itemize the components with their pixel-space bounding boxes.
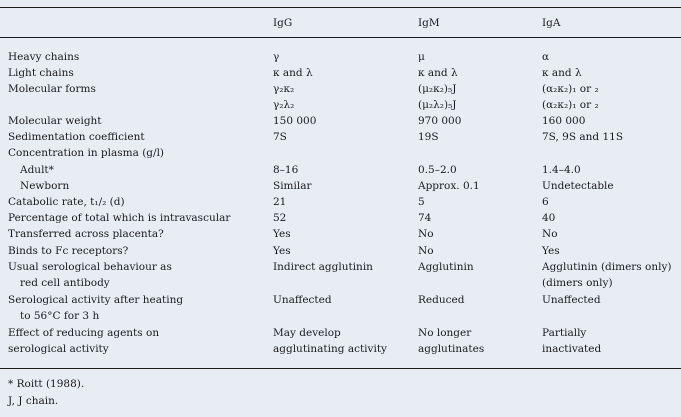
row-label: to 56°C for 3 h bbox=[20, 310, 100, 322]
cell-iga: No bbox=[542, 228, 558, 240]
cell-igg: κ and λ bbox=[273, 67, 313, 79]
row-label: Catabolic rate, t₁/₂ (d) bbox=[8, 196, 125, 208]
cell-igg: γ₂λ₂ bbox=[273, 99, 295, 111]
cell-igm: No longer bbox=[418, 327, 472, 339]
cell-igg: 7S bbox=[273, 131, 287, 143]
cell-igm: Reduced bbox=[418, 294, 465, 306]
cell-iga: (α₂κ₂)₁ or ₂ bbox=[542, 99, 599, 111]
cell-iga: (dimers only) bbox=[542, 277, 613, 289]
cell-igg: 52 bbox=[273, 212, 287, 224]
cell-igm: No bbox=[418, 228, 434, 240]
row-label: Molecular weight bbox=[8, 115, 102, 127]
row-label: Percentage of total which is intravascular bbox=[8, 212, 231, 224]
cell-iga: κ and λ bbox=[542, 67, 582, 79]
cell-igg: 21 bbox=[273, 196, 287, 208]
cell-igg: May develop bbox=[273, 327, 341, 339]
top-rule bbox=[0, 7, 681, 8]
cell-igm: (μ₂λ₂)₅J bbox=[418, 99, 457, 111]
cell-igg: Indirect agglutinin bbox=[273, 261, 373, 273]
bottom-rule bbox=[0, 368, 681, 369]
cell-igm: 970 000 bbox=[418, 115, 462, 127]
cell-igg: Yes bbox=[273, 245, 291, 257]
cell-igm: Agglutinin bbox=[418, 261, 474, 273]
cell-igm: 19S bbox=[418, 131, 439, 143]
cell-igg: Unaffected bbox=[273, 294, 332, 306]
row-label: Newborn bbox=[20, 180, 70, 192]
cell-igg: Similar bbox=[273, 180, 312, 192]
cell-igm: No bbox=[418, 245, 434, 257]
cell-iga: α bbox=[542, 51, 550, 63]
footnote-roitt: * Roitt (1988). bbox=[8, 378, 85, 390]
cell-iga: 6 bbox=[542, 196, 549, 208]
cell-igg: γ bbox=[273, 51, 280, 63]
header-igm: IgM bbox=[418, 17, 440, 29]
row-label: Serological activity after heating bbox=[8, 294, 184, 306]
row-label: Sedimentation coefficient bbox=[8, 131, 145, 143]
cell-iga: Unaffected bbox=[542, 294, 601, 306]
cell-igg: Yes bbox=[273, 228, 291, 240]
row-label: serological activity bbox=[8, 343, 109, 355]
cell-igg: γ₂κ₂ bbox=[273, 83, 295, 95]
cell-igm: 5 bbox=[418, 196, 425, 208]
header-iga: IgA bbox=[542, 17, 561, 29]
cell-igg: 8–16 bbox=[273, 164, 299, 176]
cell-igm: agglutinates bbox=[418, 343, 485, 355]
row-label: Light chains bbox=[8, 67, 74, 79]
cell-iga: (α₂κ₂)₁ or ₂ bbox=[542, 83, 599, 95]
footnote-j-chain: J, J chain. bbox=[8, 395, 59, 407]
row-label: Binds to Fc receptors? bbox=[8, 245, 129, 257]
row-label: red cell antibody bbox=[20, 277, 110, 289]
cell-iga: 40 bbox=[542, 212, 556, 224]
header-igg: IgG bbox=[273, 17, 293, 29]
cell-iga: Yes bbox=[542, 245, 560, 257]
row-label: Molecular forms bbox=[8, 83, 96, 95]
row-label: Adult* bbox=[20, 164, 54, 176]
cell-iga: Partially bbox=[542, 327, 587, 339]
cell-igm: 0.5–2.0 bbox=[418, 164, 457, 176]
cell-iga: inactivated bbox=[542, 343, 602, 355]
cell-iga: 160 000 bbox=[542, 115, 586, 127]
cell-igm: Approx. 0.1 bbox=[418, 180, 480, 192]
row-label: Transferred across placenta? bbox=[8, 228, 164, 240]
row-label: Usual serological behaviour as bbox=[8, 261, 172, 273]
row-label: Heavy chains bbox=[8, 51, 80, 63]
cell-igm: κ and λ bbox=[418, 67, 458, 79]
row-label: Concentration in plasma (g/l) bbox=[8, 147, 165, 159]
cell-igm: 74 bbox=[418, 212, 432, 224]
header-rule bbox=[0, 37, 681, 38]
cell-igm: (μ₂κ₂)₅J bbox=[418, 83, 457, 95]
cell-iga: Undetectable bbox=[542, 180, 614, 192]
cell-iga: 1.4–4.0 bbox=[542, 164, 581, 176]
cell-igg: 150 000 bbox=[273, 115, 317, 127]
cell-igg: agglutinating activity bbox=[273, 343, 387, 355]
cell-iga: Agglutinin (dimers only) bbox=[542, 261, 672, 273]
cell-igm: μ bbox=[418, 51, 425, 63]
cell-iga: 7S, 9S and 11S bbox=[542, 131, 624, 143]
row-label: Effect of reducing agents on bbox=[8, 327, 160, 339]
